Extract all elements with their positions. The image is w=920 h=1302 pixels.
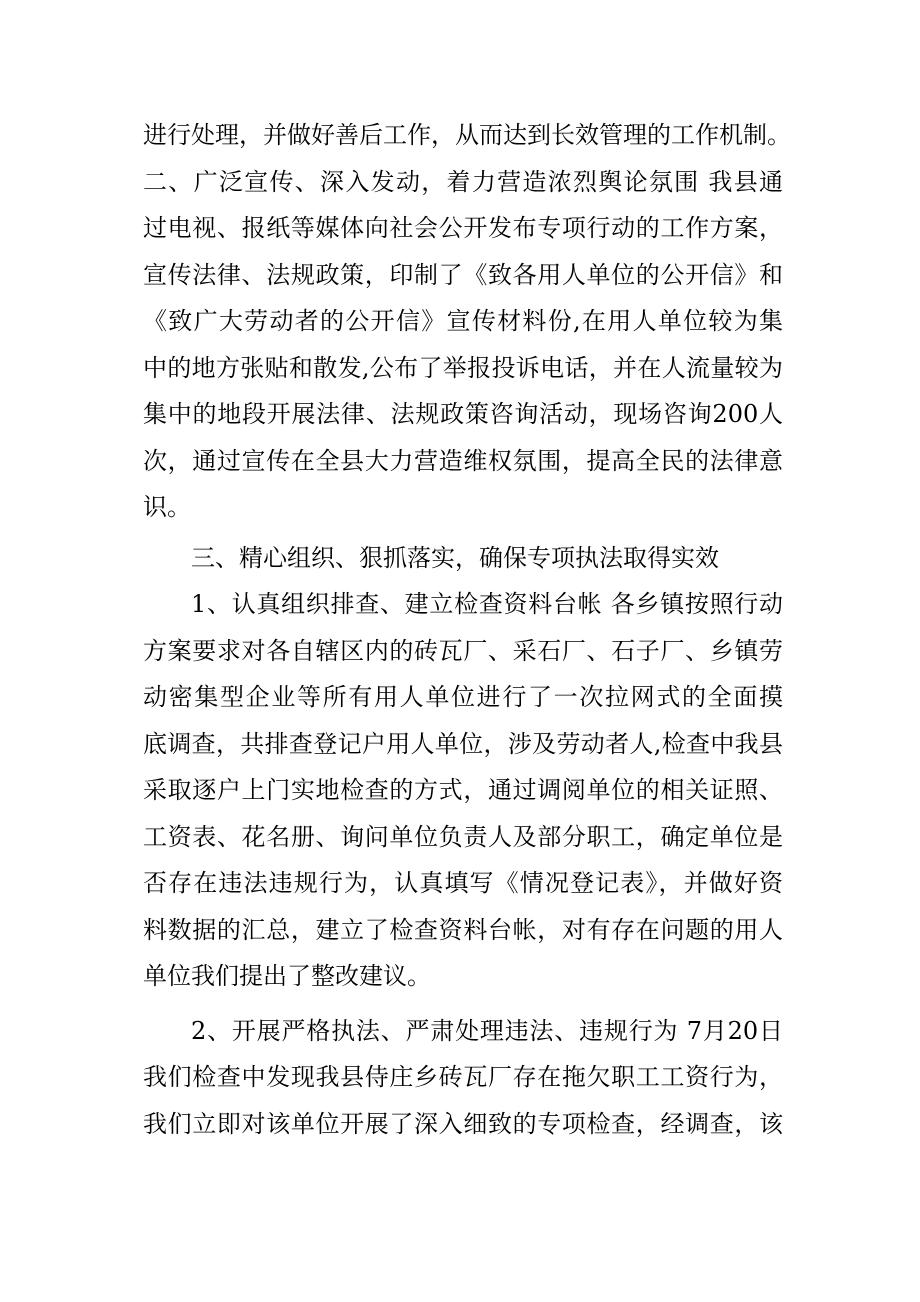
text-line: 底调查，共排查登记户用人单位，涉及劳动者人,检查中我县 <box>143 729 783 758</box>
text-line: 过电视、报纸等媒体向社会公开发布专项行动的工作方案， <box>143 214 783 242</box>
text-line: 我们立即对该单位开展了深入细致的专项检查，经调查，该 <box>143 1109 783 1138</box>
text-line: 集中的地段开展法律、法规政策咨询活动，现场咨询200人 <box>143 400 783 428</box>
text-line: 中的地方张贴和散发,公布了举报投诉电话，并在人流量较为 <box>143 353 783 382</box>
text-line: 料数据的汇总，建立了检查资料台帐，对有存在问题的用人 <box>143 915 783 944</box>
text-line: 次，通过宣传在全县大力营造维权氛围，提高全民的法律意 <box>143 446 783 475</box>
text-line: 动密集型企业等所有用人单位进行了一次拉网式的全面摸 <box>143 683 783 711</box>
item-heading-line: 1、认真组织排查、建立检查资料台帐 各乡镇按照行动 <box>191 590 783 618</box>
item-heading-line: 2、开展严格执法、严肃处理违法、违规行为 7月20日 <box>191 1016 783 1045</box>
text-line: 进行处理，并做好善后工作，从而达到长效管理的工作机制。 <box>143 121 791 149</box>
text-line: 宣传法律、法规政策，印制了《致各用人单位的公开信》和 <box>143 260 783 289</box>
text-line: 单位我们提出了整改建议。 <box>143 962 431 990</box>
text-line: 采取逐户上门实地检查的方式，通过调阅单位的相关证照、 <box>143 776 783 804</box>
text-line: 《致广大劳动者的公开信》宣传材料份,在用人单位较为集 <box>143 307 783 335</box>
paragraph-item-two <box>143 1008 783 1148</box>
document-body <box>143 112 791 1147</box>
paragraph-section-three-heading <box>143 535 783 582</box>
paragraph-section-two <box>143 159 783 531</box>
text-line: 识。 <box>143 493 191 521</box>
text-line: 方案要求对各自辖区内的砖瓦厂、采石厂、石子厂、乡镇劳 <box>143 636 783 665</box>
text-line: 否存在违法违规行为，认真填写《情况登记表》，并做好资 <box>143 869 783 897</box>
paragraph-item-one <box>143 581 783 1000</box>
text-line: 我们检查中发现我县侍庄乡砖瓦厂存在拖欠职工工资行为， <box>143 1063 783 1091</box>
section-heading-line: 二、广泛宣传、深入发动，着力营造浓烈舆论氛围 我县通 <box>143 167 783 196</box>
section-heading: 三、精心组织、狠抓落实，确保专项执法取得实效 <box>191 543 719 572</box>
text-line: 工资表、花名册、询问单位负责人及部分职工，确定单位是 <box>143 822 783 851</box>
paragraph-closing <box>143 112 791 159</box>
